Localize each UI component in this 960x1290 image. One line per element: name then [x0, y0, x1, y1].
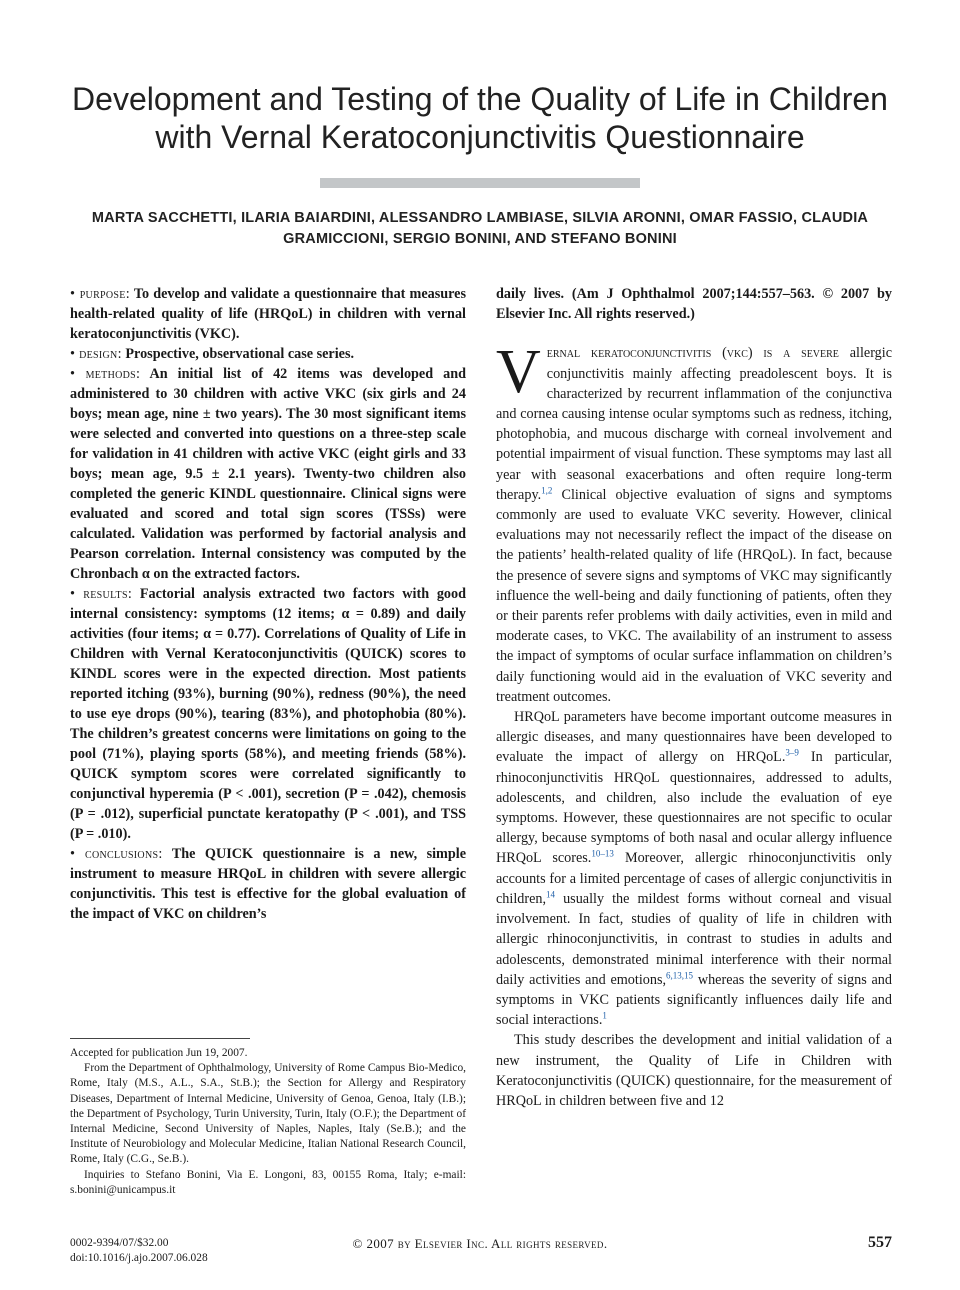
p1-text-a: allergic conjunctivitis mainly affecting preadolescent boys. It is characterized by recurrent inflammation of the conjunctiva and cornea causing intense ocular symptoms such as redness, itching, photophobia, and mucous discharge with corneal involvement and potential impairment of visual function. These symptoms may last all year with seasonal exacerbations and often require long-term therapy.	[496, 345, 892, 503]
results-text: Factorial analysis extracted two factors with good internal consistency: symptoms (12 items; α = 0.89) and daily activities (four items; α = 0.77). Correlations of Quality of Life in Children with Vernal Keratoconjunctivitis (QUICK) scores to KINDL scores were in the expected direction. Most patients reported itching (93%), burning (90%), redness (90%), the need to use eye drops (90%), tearing (83%), and photophobia (80%). The children’s greatest concerns were limitations on going to the pool (71%), playing sports (58%), and meeting friends (58%). QUICK symptom scores were correlated significantly to conjunctival hyperemia (P < .001), secretion (P = .042), chemosis (P = .012), superficial punctate keratopathy (P < .001), and TSS (P = .010).	[70, 586, 466, 842]
abstract-methods	[70, 364, 466, 584]
design-label: • design:	[70, 346, 122, 362]
ref-link[interactable]: 6,13,15	[666, 969, 694, 980]
footnote	[70, 1046, 466, 1198]
article-title: Development and Testing of the Quality of Life in Children with Vernal Keratoconjunctivitis Questionnaire	[72, 81, 888, 155]
footer-copyright: © 2007 by Elsevier Inc. All rights reserved.	[352, 1236, 608, 1251]
intro-paragraph-2	[496, 707, 892, 1030]
continued-text: daily lives.	[496, 286, 565, 302]
abstract-results	[70, 584, 466, 844]
purpose-label: • purpose:	[70, 286, 130, 302]
abstract-conclusions	[70, 844, 466, 924]
results-label: • results:	[70, 586, 133, 602]
doi: doi:10.1016/j.ajo.2007.06.028	[70, 1251, 208, 1264]
methods-text: An initial list of 42 items was developed and administered to 30 children with active VKC (six girls and 24 boys; mean age, nine ± two years). The 30 most significant items were selected and converted into questions on a three-step scale for validation in 41 children with active VKC (eight girls and 33 boys; mean age, 9.5 ± 2.1 years). Twenty-two children also completed the generic KINDL questionnaire. Clinical signs were evaluated and scored and total sign scores (TSSs) were calculated. Validation was performed by factorial analysis and Pearson correlation. Internal consistency was computed by the Chronbach α on the extracted factors.	[70, 366, 466, 582]
ref-link[interactable]: 3–9	[785, 747, 799, 758]
purpose-text: To develop and validate a questionnaire that measures health-related quality of life (HRQoL) in children with vernal keratoconjunctivitis (VKC).	[70, 286, 466, 342]
right-column	[496, 284, 892, 1111]
ref-link[interactable]: 1,2	[541, 485, 553, 496]
drop-cap: V	[496, 338, 541, 407]
abstract-continuation	[496, 284, 892, 324]
issn: 0002-9394/07/$32.00	[70, 1237, 169, 1249]
page-number: 557	[868, 1234, 892, 1251]
design-text: Prospective, observational case series.	[125, 346, 355, 362]
conclusions-text: The QUICK questionnaire is a new, simple instrument to measure HRQoL in children with severe allergic conjunctivitis. This test is effective for the global evaluation of the impact of VKC on children’s	[70, 846, 467, 922]
p2-text-c: Moreover, allergic rhinoconjunctivitis only accounts for a limited percentage of cases of allergic conjunctivitis in children,	[496, 850, 892, 907]
author-list: MARTA SACCHETTI, ILARIA BAIARDINI, ALESSANDRO LAMBIASE, SILVIA ARONNI, OMAR FASSIO, CLAUDIA GRAMICCIONI, SERGIO BONINI, AND STEFANO BONINI	[91, 210, 869, 247]
p2-text-e: whereas the severity of signs and symptoms in VKC patients significantly influences daily life and social interactions.	[496, 971, 892, 1029]
p1-text-b: Clinical objective evaluation of signs and symptoms commonly are used to evaluate VKC severity. However, clinical evaluations may not necessarily reflect the impact of the disease on the patients’ health-related quality of life (HRQoL). In fact, because the presence of severe signs and symptoms of VKC may significantly influence the well-being and daily functioning of patients, often they or their parents refer problems with daily activities, even in mild and moderate cases, to VKC. The availability of an instrument to assess the impact of symptoms of ocular surface inflammation on children’s daily functioning would aid in the evaluation of VKC severity and treatment outcomes.	[496, 486, 892, 705]
p2-text-d: usually the mildest forms without corneal and visual involvement. In fact, studies of quality of life in children with allergic rhinoconjunctivitis, in contrast to studies in adults and adolescents, demonstrated minimal interference with their normal daily activities and emotions,	[496, 890, 892, 988]
ref-link[interactable]: 14	[546, 889, 556, 900]
ref-link[interactable]: 1	[602, 1010, 607, 1021]
ref-link[interactable]: 10–13	[591, 848, 614, 859]
p2-text-a: HRQoL parameters have become important outcome measures in allergic diseases, and many questionnaires have been developed to evaluate the impact of allergy on HRQoL.	[496, 709, 892, 766]
conclusions-label: • conclusions:	[70, 846, 163, 862]
lead-in: ernal keratoconjunctivitis (vkc) is a severe	[546, 345, 839, 362]
accepted-date: Accepted for publication Jun 19, 2007.	[70, 1047, 248, 1059]
correspondence: Inquiries to Stefano Bonini, Via E. Longoni, 83, 00155 Roma, Italy; e-mail: s.bonini@unicampus.it	[70, 1168, 466, 1196]
footnote-divider	[70, 1038, 250, 1039]
intro-paragraph-1	[496, 338, 892, 707]
abstract	[70, 284, 466, 924]
journal-citation: (Am J Ophthalmol 2007;144:557–563. © 2007 by Elsevier Inc. All rights reserved.)	[496, 286, 892, 323]
p2-text-b: In particular, rhinoconjunctivitis HRQoL questionnaires, addressed to adults, adolescents, and children, also include the evaluation of eye symptoms. However, these questionnaires are not specific to ocular allergy, because symptoms of both nasal and ocular allergy influence HRQoL scores.	[496, 749, 892, 867]
page-footer-ids	[70, 1236, 208, 1265]
abstract-design	[70, 344, 466, 364]
affiliations: From the Department of Ophthalmology, University of Rome Campus Bio-Medico, Rome, Italy (M.S., A.L., S.A., St.B.); the Section for Allergy and Respiratory Diseases, Department of Internal Medicine, University of Genoa, Genoa, Italy (I.B.); the Department of Psychology, Turin University, Turin, Italy (O.F.); the Department of Internal Medicine, Second University of Naples, Naples, Italy (Se.B.); and the Institute of Neurobiology and Molecular Medicine, Italian National Research Council, Rome, Italy (C.G., Se.B.).	[70, 1062, 466, 1166]
abstract-purpose	[70, 284, 466, 344]
intro-paragraph-3: This study describes the development and initial validation of a new instrument, the Quality of Life in Children with Keratoconjunctivitis (QUICK) questionnaire, for the measurement of HRQoL in children between five and 12	[496, 1032, 892, 1109]
methods-label: • methods:	[70, 366, 141, 382]
title-divider	[320, 178, 640, 188]
